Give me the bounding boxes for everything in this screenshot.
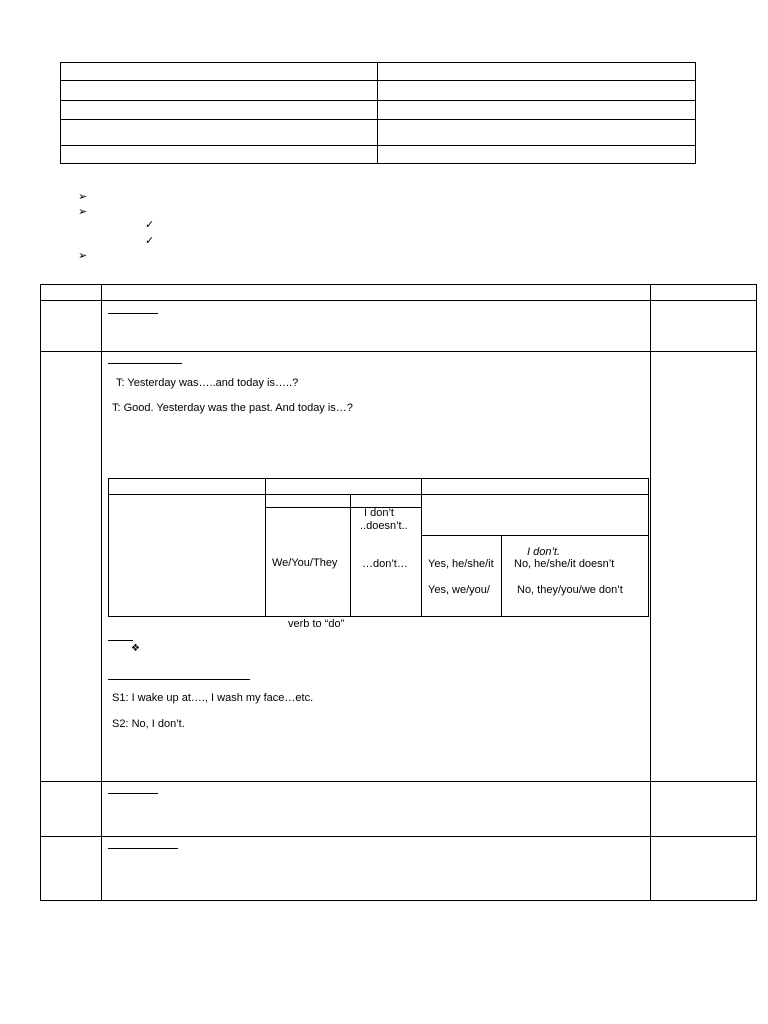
check-bullet-icon: ✓ [145, 219, 155, 231]
dialogue-s1: S1: I wake up at…., I wash my face…etc. [112, 692, 314, 704]
stage-heading-underline [108, 363, 182, 364]
negative-form-line-2: ..doesn’t.. [360, 520, 408, 532]
negative-form-line-1: I don’t [364, 507, 394, 519]
no-they-you-we: No, they/you/we don’t [517, 584, 623, 596]
pronoun-we-you-they: We/You/They [272, 557, 338, 569]
arrow-bullet-icon: ➢ [78, 206, 88, 218]
caption-verb-do: verb to “do” [288, 618, 345, 630]
check-bullet-icon: ✓ [145, 235, 155, 247]
yes-he-she-it: Yes, he/she/it [428, 558, 494, 570]
answer-i-dont: I don’t. [527, 546, 561, 558]
stage-heading-underline [108, 848, 178, 849]
diamond-bullet-icon: ❖ [131, 643, 140, 654]
teacher-line-2: T: Good. Yesterday was the past. And today is…? [112, 402, 353, 414]
teacher-line-1: T: Yesterday was…..and today is…..? [116, 377, 299, 389]
dont-cell: …don’t… [362, 558, 408, 570]
section-underline [108, 679, 250, 680]
arrow-bullet-icon: ➢ [78, 191, 88, 203]
yes-we-you: Yes, we/you/ [428, 584, 490, 596]
stage-heading-underline [108, 793, 158, 794]
dialogue-s2: S2: No, I don’t. [112, 718, 185, 730]
no-he-she-it: No, he/she/it doesn’t [514, 558, 615, 570]
stage-heading-underline [108, 313, 158, 314]
section-underline [108, 640, 133, 641]
arrow-bullet-icon: ➢ [78, 250, 88, 262]
